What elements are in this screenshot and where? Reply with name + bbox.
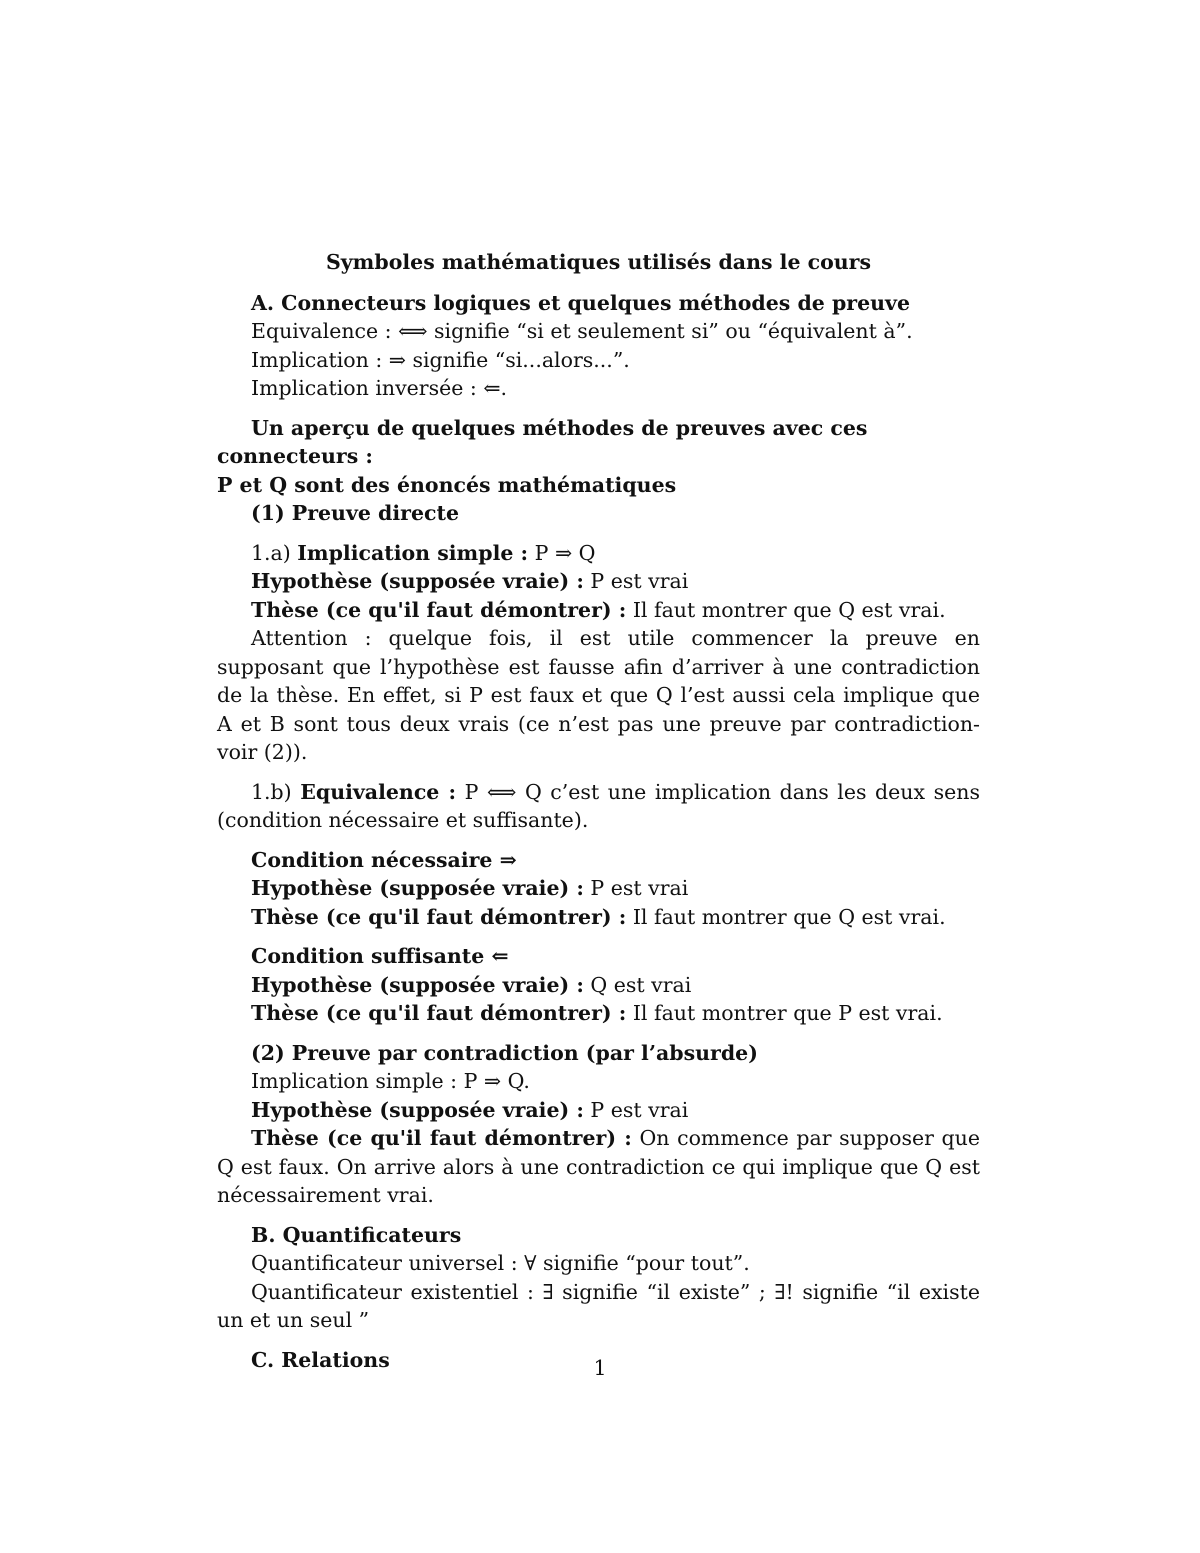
p1a-heading: 1.a) Implication simple : P ⇒ Q <box>251 540 596 565</box>
section-b-heading: B. Quantificateurs <box>251 1222 462 1247</box>
necessaire-heading: Condition nécessaire ⇒ <box>251 847 517 872</box>
necessaire-these: Thèse (ce qu'il faut démontrer) : Il faut montrer que Q est vrai. <box>251 904 946 929</box>
p1a-attention: Attention : quelque fois, il est utile commencer la preuve en supposant que l’hypothèse est fausse afin d’arriver à une contradiction de la thèse. En effet, si P est faux et que Q l’est aussi cela implique que A et B sont tous deux vrais (ce n’est pas une preuve par contradiction- voir (2)). <box>217 626 980 764</box>
page-number: 1 <box>593 1356 607 1380</box>
suffisante-heading: Condition suffisante ⇐ <box>251 944 509 968</box>
p1a-these: Thèse (ce qu'il faut démontrer) : Il faut montrer que Q est vrai. <box>251 597 946 622</box>
proof2-implication: Implication simple : P ⇒ Q. <box>251 1069 530 1093</box>
proof2-heading: (2) Preuve par contradiction (par l’absurde) <box>251 1040 758 1065</box>
p1a-hypothesis: Hypothèse (supposée vraie) : P est vrai <box>251 569 689 593</box>
section-a-heading: A. Connecteurs logiques et quelques méthodes de preuve <box>251 290 911 315</box>
p1b-paragraph: 1.b) Equivalence : P ⟺ Q c’est une implication dans les deux sens (condition nécessaire et suffisante). <box>217 779 980 832</box>
proof2-these: Thèse (ce qu'il faut démontrer) : On commence par supposer que Q est faux. On arrive alors à une contradiction ce qui implique que Q est nécessairement vrai. <box>217 1126 980 1207</box>
inverse-implication-line: Implication inversée : ⇐. <box>251 376 508 400</box>
document-body <box>217 248 980 1374</box>
section-c-heading: C. Relations <box>251 1347 390 1372</box>
overview-line-2: P et Q sont des énoncés mathématiques <box>217 472 677 497</box>
suffisante-hypothesis: Hypothèse (supposée vraie) : Q est vrai <box>251 972 692 997</box>
proof1-heading: (1) Preuve directe <box>251 501 460 525</box>
proof2-hypothesis: Hypothèse (supposée vraie) : P est vrai <box>251 1097 689 1122</box>
overview-line-1: Un aperçu de quelques méthodes de preuves avec ces connecteurs : <box>217 415 868 468</box>
necessaire-hypothesis: Hypothèse (supposée vraie) : P est vrai <box>251 876 689 900</box>
universal-quantifier-line: Quantificateur universel : ∀ signifie “pour tout”. <box>251 1251 750 1275</box>
equivalence-line: Equivalence : ⟺ signifie “si et seulement si” ou “équivalent à”. <box>251 319 913 343</box>
implication-line: Implication : ⇒ signifie “si...alors...”. <box>251 347 630 372</box>
page-title: Symboles mathématiques utilisés dans le cours <box>325 250 872 274</box>
suffisante-these: Thèse (ce qu'il faut démontrer) : Il faut montrer que P est vrai. <box>251 1001 943 1025</box>
existential-quantifier-line: Quantificateur existentiel : ∃ signifie “il existe” ; ∃! signifie “il existe un et un seul ” <box>217 1279 980 1332</box>
